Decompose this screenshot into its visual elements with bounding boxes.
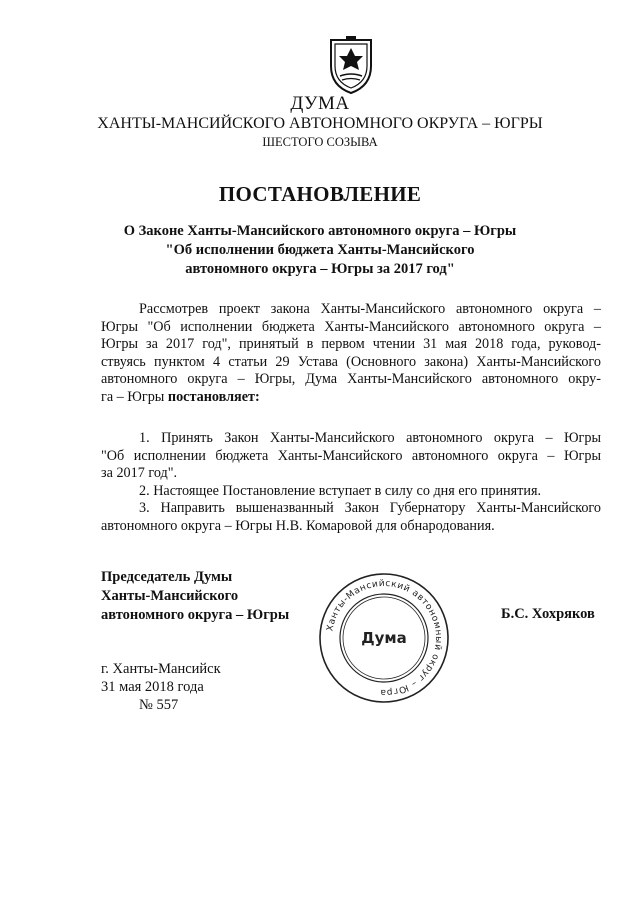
preamble-line: автономного округа – Югры, Дума Ханты-Мансийского автономного окру-: [101, 371, 601, 388]
place-date-number: [101, 660, 221, 714]
signatory-name: Б.С. Хохряков: [501, 606, 595, 622]
resolution-keyword: постановляет:: [167, 388, 260, 405]
preamble-line: [101, 389, 601, 407]
preamble-tail: га – Югры: [101, 388, 168, 405]
document-subject: [0, 222, 640, 279]
item-2-line: 2. Настоящее Постановление вступает в силу со дня его принятия.: [139, 482, 542, 499]
org-name: ДУМА: [290, 93, 350, 114]
item-1-line: за 2017 год".: [101, 465, 178, 482]
position-line: Ханты-Мансийского: [101, 588, 239, 604]
signatory-position: [101, 568, 289, 625]
subject-line: "Об исполнении бюджета Ханты-Мансийского: [165, 242, 475, 258]
resolution-items: [101, 430, 601, 536]
khmao-coat-of-arms-icon: [326, 36, 376, 96]
preamble-line: Югры "Об исполнении бюджета Ханты-Мансийского автономного округа –: [101, 318, 601, 335]
item-1-line: "Об исполнении бюджета Ханты-Мансийского автономного округа – Югры: [101, 447, 601, 464]
position-line: автономного округа – Югры: [101, 607, 290, 623]
subject-line: О Законе Ханты-Мансийского автономного округа – Югры: [123, 223, 517, 239]
subject-line: автономного округа – Югры за 2017 год": [185, 261, 455, 277]
position-line: Председатель Думы: [101, 569, 233, 585]
item-1-line: 1. Принять Закон Ханты-Мансийского автономного округа – Югры: [139, 430, 601, 446]
region-name: ХАНТЫ-МАНСИЙСКОГО АВТОНОМНОГО ОКРУГА – ЮГРЫ: [97, 115, 543, 132]
city: г. Ханты-Мансийск: [101, 661, 221, 677]
convocation: ШЕСТОГО СОЗЫВА: [262, 135, 378, 149]
preamble-line: Рассмотрев проект закона Ханты-Мансийского автономного округа –: [139, 301, 601, 317]
preamble-line: Югры за 2017 год", принятый в первом чтении 31 мая 2018 года, руковод-: [101, 336, 601, 353]
document-title: ПОСТАНОВЛЕНИЕ: [218, 182, 422, 206]
official-seal: [314, 568, 454, 708]
item-3-line: автономного округа – Югры Н.В. Комаровой для обнародования.: [101, 517, 495, 534]
item-3-line: 3. Направить вышеназванный Закон Губернатору Ханты-Мансийского: [139, 500, 601, 517]
preamble-line: ствуясь пунктом 4 статьи 29 Устава (Основного закона) Ханты-Мансийского: [101, 353, 601, 370]
document-number: № 557: [139, 697, 179, 713]
date: 31 мая 2018 года: [101, 679, 204, 695]
seal-center-text: Дума: [361, 629, 407, 647]
seal-ring-text: Ханты-Мансийский автономный округ – Югра: [325, 578, 444, 698]
preamble-paragraph: [101, 301, 601, 407]
